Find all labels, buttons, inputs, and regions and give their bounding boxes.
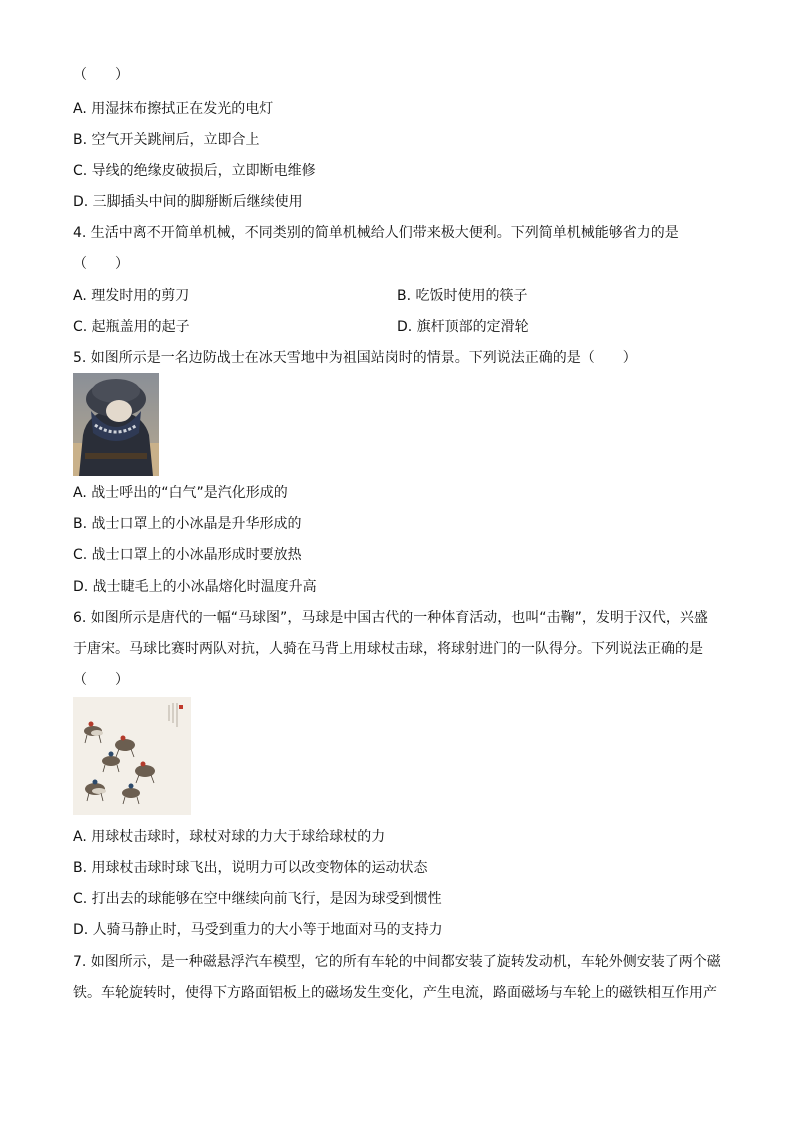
q4-option-d: D. 旗杆顶部的定滑轮 xyxy=(397,319,529,335)
q3-option-b: B. 空气开关跳闸后，立即合上 xyxy=(73,132,260,148)
q5-option-b: B. 战士口罩上的小冰晶是升华形成的 xyxy=(73,516,302,532)
q5-option-d: D. 战士睫毛上的小冰晶熔化时温度升高 xyxy=(73,579,317,595)
q4-option-b: B. 吃饭时使用的筷子 xyxy=(397,288,528,304)
q6-option-d: D. 人骑马静止时，马受到重力的大小等于地面对马的支持力 xyxy=(73,922,443,938)
q5-option-a: A. 战士呼出的“白气”是汽化形成的 xyxy=(73,485,288,501)
q6-option-a: A. 用球杖击球时，球杖对球的力大于球给球杖的力 xyxy=(73,829,386,845)
q4-option-a: A. 理发时用的剪刀 xyxy=(73,288,190,304)
q5-option-c: C. 战士口罩上的小冰晶形成时要放热 xyxy=(73,547,302,563)
q4-option-c: C. 起瓶盖用的起子 xyxy=(73,319,190,335)
q6-stem-line-1: 6. 如图所示是唐代的一幅“马球图”，马球是中国古代的一种体育活动，也叫“击鞠”，发明于汉代，兴盛 xyxy=(73,610,708,626)
q6-option-b: B. 用球杖击球时球飞出，说明力可以改变物体的运动状态 xyxy=(73,860,428,876)
q5-stem: 5. 如图所示是一名边防战士在冰天雪地中为祖国站岗时的情景。下列说法正确的是（ ） xyxy=(73,350,637,366)
q6-answer-paren: （ ） xyxy=(73,672,129,688)
q3-answer-paren: （ ） xyxy=(73,67,129,83)
soldier-photo xyxy=(73,373,159,476)
q6-stem-line-2: 于唐宋。马球比赛时两队对抗，人骑在马背上用球杖击球，将球射进门的一队得分。下列说法正确的是 xyxy=(73,641,703,657)
q3-option-c: C. 导线的绝缘皮破损后，立即断电维修 xyxy=(73,163,316,179)
q3-option-a: A. 用湿抹布擦拭正在发光的电灯 xyxy=(73,101,274,117)
q4-stem: 4. 生活中离不开简单机械，不同类别的简单机械给人们带来极大便利。下列简单机械能够省力的是 xyxy=(73,225,679,241)
q7-stem-line-1: 7. 如图所示，是一种磁悬浮汽车模型，它的所有车轮的中间都安装了旋转发动机，车轮外侧安装了两个磁 xyxy=(73,954,721,970)
q7-stem-line-2: 铁。车轮旋转时，使得下方路面铝板上的磁场发生变化，产生电流，路面磁场与车轮上的磁铁相互作用产 xyxy=(73,985,717,1001)
polo-painting xyxy=(73,697,191,815)
q4-answer-paren: （ ） xyxy=(73,256,129,272)
q3-option-d: D. 三脚插头中间的脚掰断后继续使用 xyxy=(73,194,303,210)
q6-option-c: C. 打出去的球能够在空中继续向前飞行，是因为球受到惯性 xyxy=(73,891,442,907)
